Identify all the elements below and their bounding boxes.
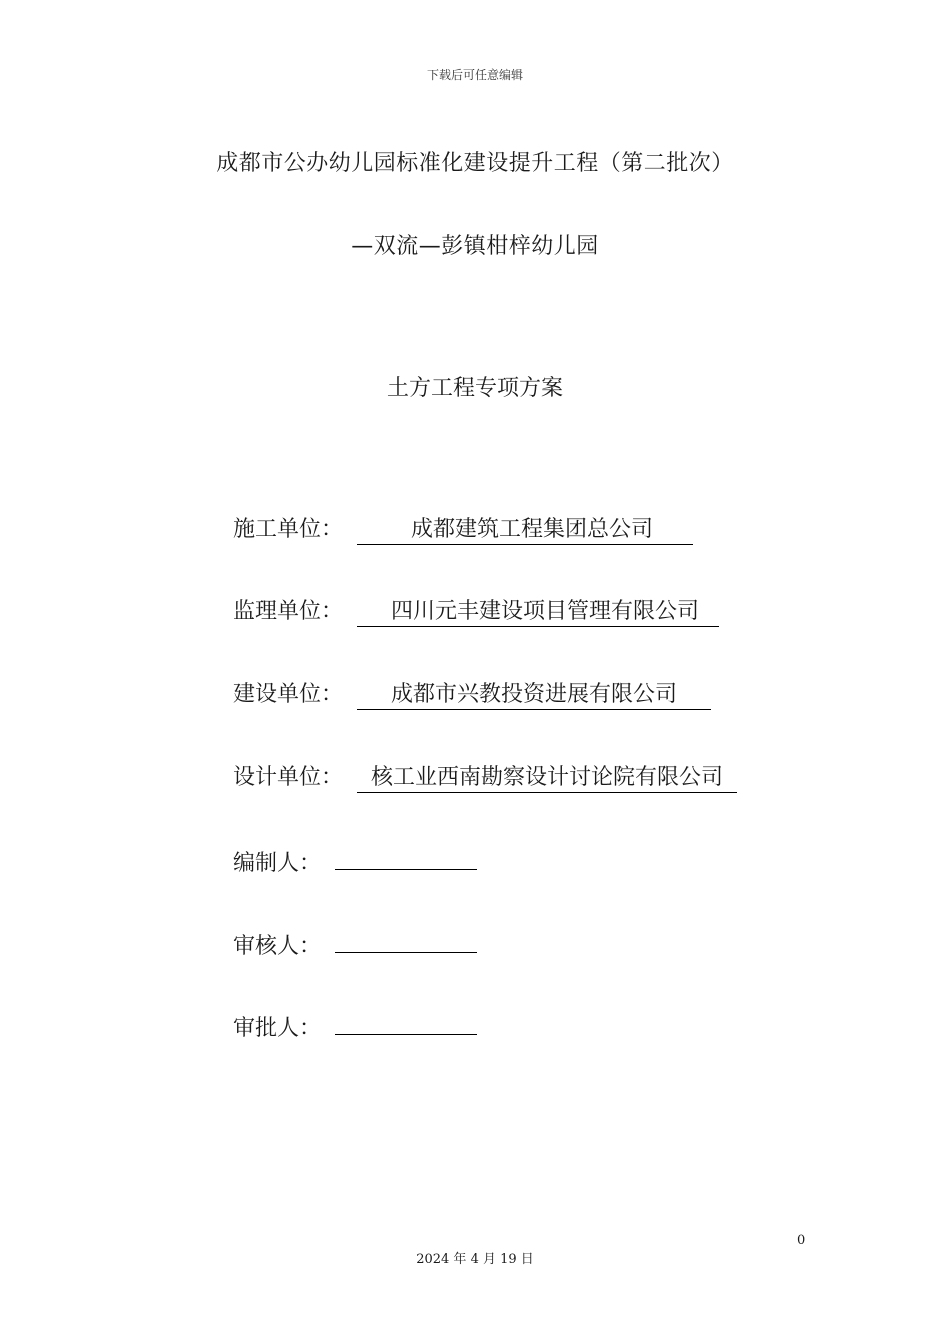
field-label: 建设单位：: [233, 682, 344, 707]
field-label: 设计单位：: [233, 765, 344, 790]
field-supervision-unit: [233, 594, 719, 627]
field-construction-unit: [233, 512, 693, 545]
footer-date: 2024 年 4 月 19 日: [416, 1252, 534, 1267]
compiler-blank-line: [335, 842, 477, 870]
field-label: 监理单位：: [233, 599, 344, 624]
field-value: 四川元丰建设项目管理有限公司: [357, 599, 719, 627]
field-label: 审核人：: [233, 934, 322, 959]
project-title-line-1: 成都市公办幼儿园标准化建设提升工程（第二批次）: [216, 151, 734, 176]
field-label: 编制人：: [233, 851, 322, 876]
field-owner-unit: [233, 677, 711, 710]
page-number: 0: [797, 1233, 806, 1248]
field-compiler: [233, 842, 477, 877]
header-note: 下载后可任意编辑: [426, 68, 523, 82]
field-label: 审批人：: [233, 1016, 322, 1041]
field-reviewer: [233, 925, 477, 960]
approver-blank-line: [335, 1007, 477, 1035]
field-value: 核工业西南勘察设计讨论院有限公司: [357, 765, 737, 793]
field-value: 成都市兴教投资进展有限公司: [357, 682, 711, 710]
field-design-unit: [233, 760, 737, 793]
field-value: 成都建筑工程集团总公司: [357, 517, 693, 545]
field-label: 施工单位：: [233, 517, 344, 542]
field-approver: [233, 1007, 477, 1042]
reviewer-blank-line: [335, 925, 477, 953]
project-title-line-2: —双流—彭镇柑梓幼儿园: [351, 234, 599, 259]
document-title: 土方工程专项方案: [386, 376, 563, 401]
